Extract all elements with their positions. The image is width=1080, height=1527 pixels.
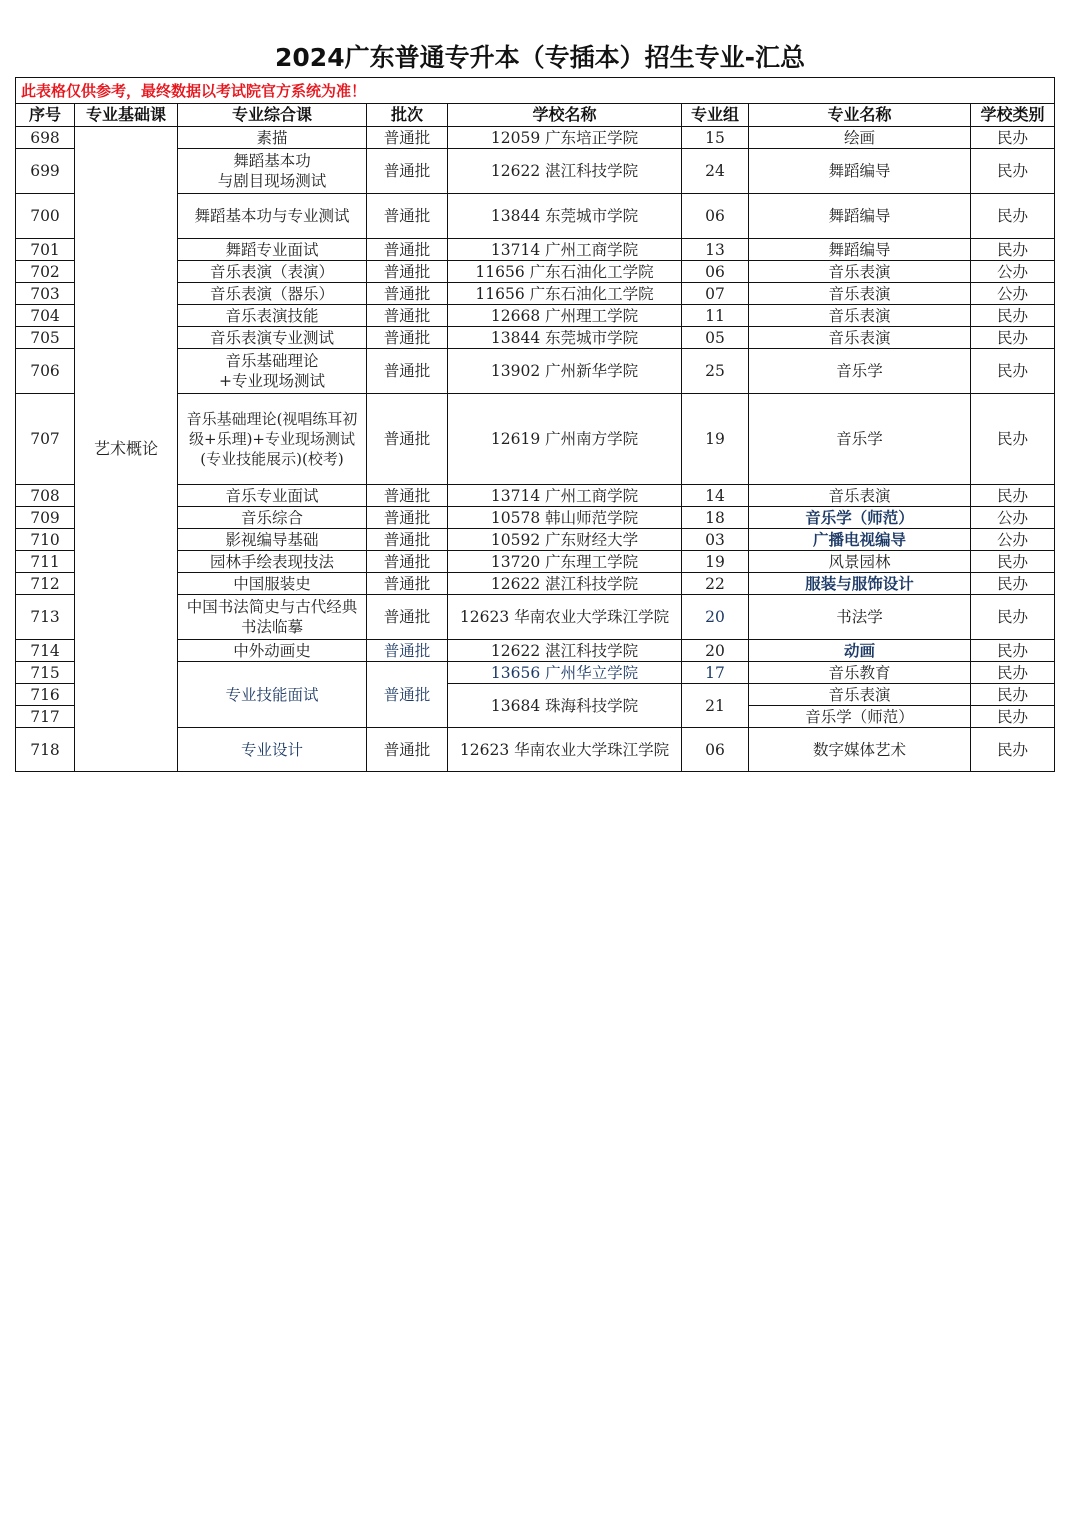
- cell-school: 12059 广东培正学院: [448, 127, 682, 149]
- cell-group: 15: [682, 127, 749, 149]
- cell-school-type: 民办: [971, 239, 1055, 261]
- cell-seq: 710: [16, 529, 75, 551]
- cell-school-type: 公办: [971, 529, 1055, 551]
- cell-major: 动画: [749, 640, 971, 662]
- cell-batch: 普通批: [367, 507, 448, 529]
- cell-school-type: 民办: [971, 149, 1055, 194]
- cell-school: 12619 广州南方学院: [448, 394, 682, 485]
- cell-batch: 普通批: [367, 127, 448, 149]
- cell-school-type: 民办: [971, 305, 1055, 327]
- cell-school: 10592 广东财经大学: [448, 529, 682, 551]
- header-seq: 序号: [16, 104, 75, 127]
- cell-seq: 713: [16, 595, 75, 640]
- admissions-table: [15, 77, 1055, 772]
- cell-comprehensive-course: 专业设计: [178, 728, 367, 772]
- cell-comprehensive-course: 中外动画史: [178, 640, 367, 662]
- cell-seq: 706: [16, 349, 75, 394]
- cell-school: 13714 广州工商学院: [448, 239, 682, 261]
- cell-group: 03: [682, 529, 749, 551]
- cell-batch: 普通批: [367, 305, 448, 327]
- cell-major: 音乐表演: [749, 485, 971, 507]
- cell-major: 数字媒体艺术: [749, 728, 971, 772]
- cell-school: 12622 湛江科技学院: [448, 640, 682, 662]
- cell-group: 17: [682, 662, 749, 684]
- cell-batch: 普通批: [367, 529, 448, 551]
- cell-comprehensive-course: 园林手绘表现技法: [178, 551, 367, 573]
- cell-major: 音乐表演: [749, 327, 971, 349]
- cell-group: 06: [682, 728, 749, 772]
- cell-batch: 普通批: [367, 239, 448, 261]
- cell-school-type: 民办: [971, 327, 1055, 349]
- cell-seq: 703: [16, 283, 75, 305]
- table-row: [16, 127, 1055, 149]
- cell-school: 13714 广州工商学院: [448, 485, 682, 507]
- cell-seq: 708: [16, 485, 75, 507]
- cell-major: 音乐表演: [749, 684, 971, 706]
- cell-school-type: 民办: [971, 728, 1055, 772]
- cell-major: 舞蹈编导: [749, 149, 971, 194]
- cell-comprehensive-course: 舞蹈基本功 与剧目现场测试: [178, 149, 367, 194]
- header-row: [16, 104, 1055, 127]
- header-major: 专业名称: [749, 104, 971, 127]
- cell-batch: 普通批: [367, 327, 448, 349]
- header-comprehensive-course: 专业综合课: [178, 104, 367, 127]
- cell-school: 11656 广东石油化工学院: [448, 283, 682, 305]
- cell-seq: 700: [16, 194, 75, 239]
- cell-school: 13720 广东理工学院: [448, 551, 682, 573]
- cell-group: 22: [682, 573, 749, 595]
- cell-seq: 716: [16, 684, 75, 706]
- cell-school-type: 民办: [971, 127, 1055, 149]
- cell-batch: 普通批: [367, 283, 448, 305]
- cell-major: 绘画: [749, 127, 971, 149]
- cell-major: 书法学: [749, 595, 971, 640]
- cell-school: 13902 广州新华学院: [448, 349, 682, 394]
- cell-group: 19: [682, 394, 749, 485]
- cell-batch: 普通批: [367, 662, 448, 728]
- cell-comprehensive-course: 舞蹈专业面试: [178, 239, 367, 261]
- cell-school-type: 公办: [971, 283, 1055, 305]
- cell-school-type: 民办: [971, 684, 1055, 706]
- cell-group: 20: [682, 595, 749, 640]
- cell-school: 12622 湛江科技学院: [448, 573, 682, 595]
- cell-batch: 普通批: [367, 485, 448, 507]
- cell-seq: 702: [16, 261, 75, 283]
- cell-batch: 普通批: [367, 728, 448, 772]
- cell-group: 13: [682, 239, 749, 261]
- header-school: 学校名称: [448, 104, 682, 127]
- cell-comprehensive-course: 音乐表演专业测试: [178, 327, 367, 349]
- cell-major: 音乐表演: [749, 305, 971, 327]
- notice-row: [16, 78, 1055, 104]
- cell-school: 11656 广东石油化工学院: [448, 261, 682, 283]
- cell-comprehensive-course: 音乐表演（表演）: [178, 261, 367, 283]
- cell-group: 07: [682, 283, 749, 305]
- cell-school: 12668 广州理工学院: [448, 305, 682, 327]
- cell-school-type: 民办: [971, 394, 1055, 485]
- cell-seq: 699: [16, 149, 75, 194]
- cell-comprehensive-course: 专业技能面试: [178, 662, 367, 728]
- cell-seq: 715: [16, 662, 75, 684]
- cell-comprehensive-course: 音乐基础理论 +专业现场测试: [178, 349, 367, 394]
- cell-seq: 717: [16, 706, 75, 728]
- cell-seq: 714: [16, 640, 75, 662]
- cell-school-type: 民办: [971, 640, 1055, 662]
- cell-school-type: 民办: [971, 595, 1055, 640]
- cell-batch: 普通批: [367, 394, 448, 485]
- cell-major: 风景园林: [749, 551, 971, 573]
- cell-major: 舞蹈编导: [749, 239, 971, 261]
- cell-comprehensive-course: 音乐综合: [178, 507, 367, 529]
- cell-batch: 普通批: [367, 640, 448, 662]
- cell-school: 13844 东莞城市学院: [448, 327, 682, 349]
- cell-batch: 普通批: [367, 551, 448, 573]
- header-basic-course: 专业基础课: [75, 104, 178, 127]
- cell-school: 12623 华南农业大学珠江学院: [448, 595, 682, 640]
- cell-seq: 701: [16, 239, 75, 261]
- cell-school-type: 公办: [971, 261, 1055, 283]
- cell-comprehensive-course: 音乐表演（器乐）: [178, 283, 367, 305]
- cell-school-type: 民办: [971, 706, 1055, 728]
- cell-comprehensive-course: 影视编导基础: [178, 529, 367, 551]
- cell-group: 11: [682, 305, 749, 327]
- cell-seq: 709: [16, 507, 75, 529]
- cell-comprehensive-course: 中国书法简史与古代经典书法临摹: [178, 595, 367, 640]
- cell-seq: 712: [16, 573, 75, 595]
- cell-school-type: 民办: [971, 573, 1055, 595]
- cell-group: 19: [682, 551, 749, 573]
- cell-school-type: 民办: [971, 194, 1055, 239]
- cell-batch: 普通批: [367, 573, 448, 595]
- cell-comprehensive-course: 舞蹈基本功与专业测试: [178, 194, 367, 239]
- header-school-type: 学校类别: [971, 104, 1055, 127]
- cell-major: 服装与服饰设计: [749, 573, 971, 595]
- header-batch: 批次: [367, 104, 448, 127]
- cell-major: 音乐学: [749, 349, 971, 394]
- cell-major: 音乐学（师范）: [749, 507, 971, 529]
- cell-major: 音乐学（师范）: [749, 706, 971, 728]
- cell-group: 25: [682, 349, 749, 394]
- cell-school: 13656 广州华立学院: [448, 662, 682, 684]
- cell-group: 06: [682, 261, 749, 283]
- cell-school: 12623 华南农业大学珠江学院: [448, 728, 682, 772]
- cell-seq: 718: [16, 728, 75, 772]
- cell-seq: 704: [16, 305, 75, 327]
- cell-school: 12622 湛江科技学院: [448, 149, 682, 194]
- cell-basic-course: 艺术概论: [75, 127, 178, 772]
- cell-group: 05: [682, 327, 749, 349]
- cell-group: 14: [682, 485, 749, 507]
- cell-school: 13684 珠海科技学院: [448, 684, 682, 728]
- cell-group: 20: [682, 640, 749, 662]
- notice-text: 此表格仅供参考，最终数据以考试院官方系统为准！: [16, 78, 1055, 104]
- cell-school-type: 民办: [971, 485, 1055, 507]
- cell-major: 广播电视编导: [749, 529, 971, 551]
- header-group: 专业组: [682, 104, 749, 127]
- cell-major: 音乐表演: [749, 283, 971, 305]
- cell-seq: 705: [16, 327, 75, 349]
- cell-comprehensive-course: 音乐表演技能: [178, 305, 367, 327]
- cell-school: 10578 韩山师范学院: [448, 507, 682, 529]
- cell-seq: 707: [16, 394, 75, 485]
- cell-group: 18: [682, 507, 749, 529]
- cell-major: 舞蹈编导: [749, 194, 971, 239]
- cell-seq: 711: [16, 551, 75, 573]
- cell-comprehensive-course: 音乐基础理论(视唱练耳初级+乐理)+专业现场测试(专业技能展示)(校考): [178, 394, 367, 485]
- cell-major: 音乐表演: [749, 261, 971, 283]
- cell-group: 21: [682, 684, 749, 728]
- cell-major: 音乐教育: [749, 662, 971, 684]
- cell-batch: 普通批: [367, 595, 448, 640]
- cell-comprehensive-course: 素描: [178, 127, 367, 149]
- cell-school-type: 民办: [971, 349, 1055, 394]
- cell-batch: 普通批: [367, 349, 448, 394]
- cell-group: 24: [682, 149, 749, 194]
- page-title: 2024广东普通专升本（专插本）招生专业-汇总: [275, 43, 805, 72]
- cell-major: 音乐学: [749, 394, 971, 485]
- cell-school: 13844 东莞城市学院: [448, 194, 682, 239]
- cell-comprehensive-course: 音乐专业面试: [178, 485, 367, 507]
- cell-batch: 普通批: [367, 261, 448, 283]
- cell-comprehensive-course: 中国服装史: [178, 573, 367, 595]
- cell-school-type: 公办: [971, 507, 1055, 529]
- cell-school-type: 民办: [971, 662, 1055, 684]
- cell-group: 06: [682, 194, 749, 239]
- cell-seq: 698: [16, 127, 75, 149]
- cell-batch: 普通批: [367, 149, 448, 194]
- cell-batch: 普通批: [367, 194, 448, 239]
- cell-school-type: 民办: [971, 551, 1055, 573]
